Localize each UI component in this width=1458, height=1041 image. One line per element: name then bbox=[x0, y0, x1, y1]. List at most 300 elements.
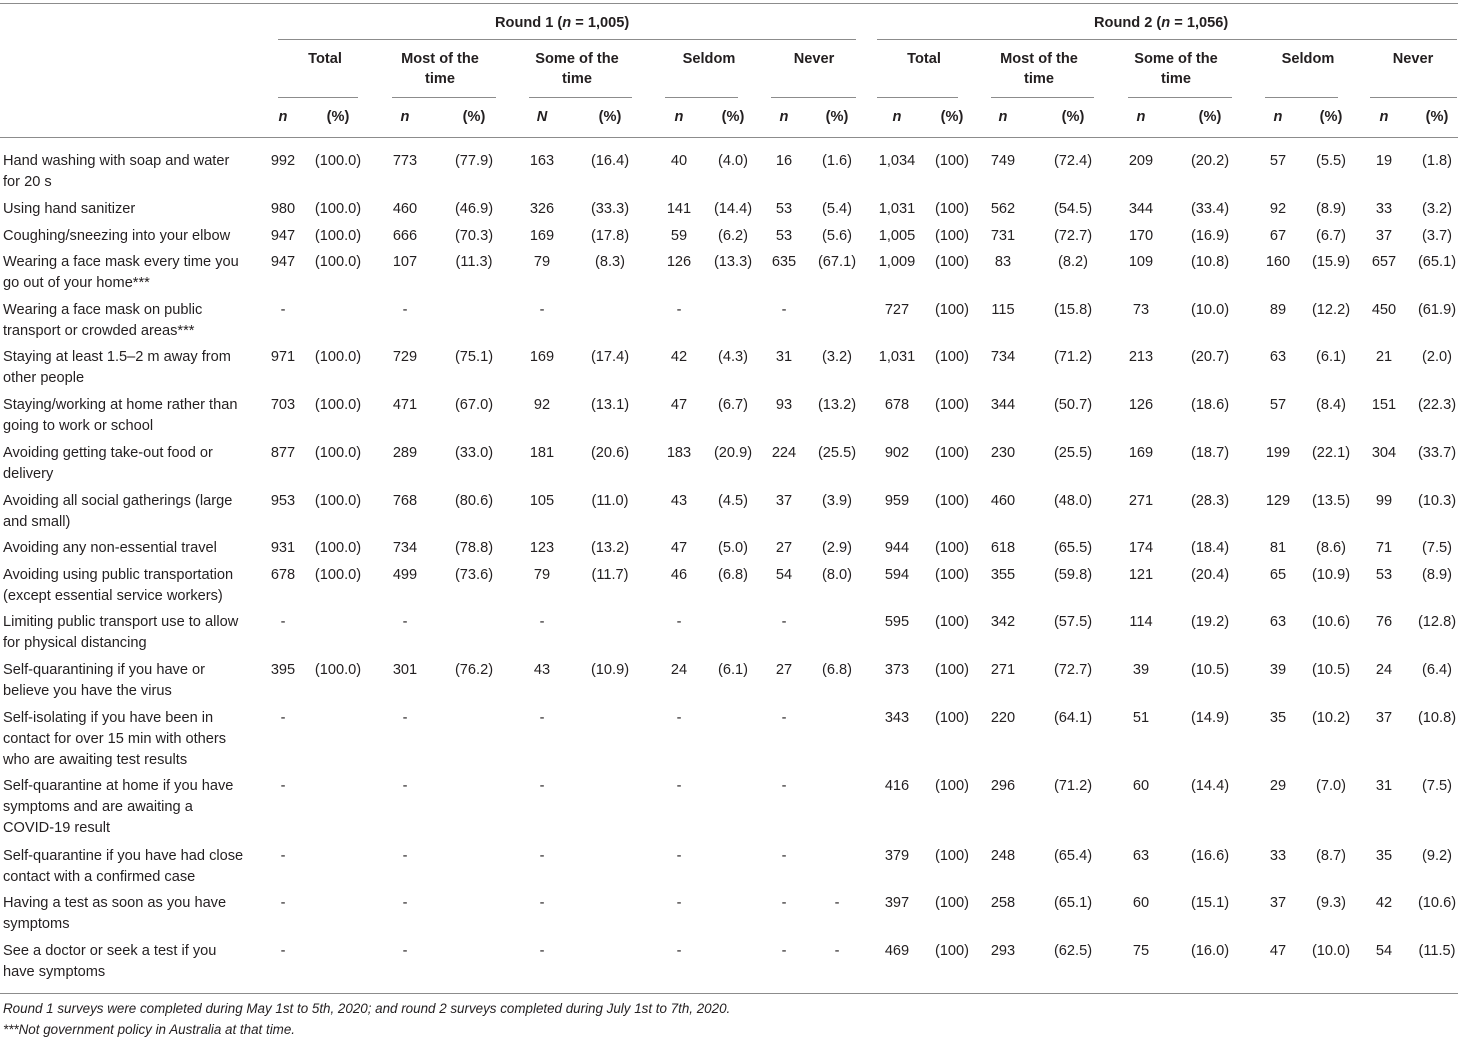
sub-header: n bbox=[278, 109, 288, 125]
table-cell: (6.2) bbox=[717, 228, 749, 244]
table-cell: 65 bbox=[1269, 567, 1287, 583]
table-cell: 79 bbox=[533, 254, 551, 270]
table-cell: (100) bbox=[934, 349, 970, 365]
sub-header: (%) bbox=[1198, 109, 1222, 125]
table-cell: 678 bbox=[270, 567, 296, 583]
table-cell: (8.9) bbox=[1315, 201, 1347, 217]
table-cell: (100.0) bbox=[314, 349, 362, 365]
table-cell: 37 bbox=[775, 493, 793, 509]
table-cell: (10.8) bbox=[1190, 254, 1230, 270]
table-cell: (72.7) bbox=[1053, 662, 1093, 678]
table-cell: - bbox=[781, 943, 787, 959]
group-header: Seldom bbox=[682, 51, 736, 67]
table-cell: (65.1) bbox=[1053, 895, 1093, 911]
table-cell: (67.1) bbox=[817, 254, 857, 270]
table-cell: (59.8) bbox=[1053, 567, 1093, 583]
table-cell: 121 bbox=[1128, 567, 1154, 583]
table-cell: (16.6) bbox=[1190, 848, 1230, 864]
table-cell: 595 bbox=[884, 614, 910, 630]
table-cell: (13.2) bbox=[590, 540, 630, 556]
row-label: contact with a confirmed case bbox=[3, 869, 196, 885]
table-cell: (46.9) bbox=[454, 201, 494, 217]
row-label: Self-quarantine if you have had close bbox=[3, 848, 244, 864]
table-cell: (13.1) bbox=[590, 397, 630, 413]
table-cell: (11.3) bbox=[455, 254, 493, 270]
table-cell: (20.4) bbox=[1190, 567, 1230, 583]
table-cell: 734 bbox=[392, 540, 418, 556]
table-cell: (6.8) bbox=[821, 662, 853, 678]
table-cell: - bbox=[402, 943, 408, 959]
table-cell: 416 bbox=[884, 778, 910, 794]
table-cell: - bbox=[402, 614, 408, 630]
table-cell: 47 bbox=[670, 397, 688, 413]
row-label: COVID-19 result bbox=[3, 820, 111, 836]
table-cell: (33.3) bbox=[590, 201, 630, 217]
table-cell: (28.3) bbox=[1190, 493, 1230, 509]
table-cell: 293 bbox=[990, 943, 1016, 959]
table-cell: (11.0) bbox=[591, 493, 629, 509]
table-cell: - bbox=[676, 614, 682, 630]
table-cell: (15.8) bbox=[1053, 302, 1093, 318]
row-label: going to work or school bbox=[3, 418, 154, 434]
group-header: Never bbox=[793, 51, 835, 67]
row-label: who are awaiting test results bbox=[3, 752, 188, 768]
table-cell: (75.1) bbox=[454, 349, 494, 365]
table-cell: 773 bbox=[392, 153, 418, 169]
table-cell: (10.0) bbox=[1190, 302, 1230, 318]
table-cell: 980 bbox=[270, 201, 296, 217]
table-cell: (4.5) bbox=[717, 493, 749, 509]
table-cell: 123 bbox=[529, 540, 555, 556]
table-cell: 258 bbox=[990, 895, 1016, 911]
sub-header: (%) bbox=[1425, 109, 1449, 125]
sub-header: n bbox=[892, 109, 902, 125]
table-cell: 460 bbox=[990, 493, 1016, 509]
table-cell: (6.4) bbox=[1421, 662, 1453, 678]
group-header: Seldom bbox=[1281, 51, 1335, 67]
table-cell: (17.8) bbox=[590, 228, 630, 244]
table-cell: 248 bbox=[990, 848, 1016, 864]
table-cell: (14.9) bbox=[1190, 710, 1230, 726]
table-cell: 63 bbox=[1269, 349, 1287, 365]
table-cell: (15.1) bbox=[1190, 895, 1230, 911]
table-cell: - bbox=[676, 778, 682, 794]
table-cell: (10.9) bbox=[590, 662, 630, 678]
table-cell: 304 bbox=[1371, 445, 1397, 461]
table-cell: 562 bbox=[990, 201, 1016, 217]
table-cell: (100) bbox=[934, 614, 970, 630]
table-cell: 29 bbox=[1269, 778, 1287, 794]
table-cell: 169 bbox=[529, 228, 555, 244]
table-cell: 33 bbox=[1375, 201, 1393, 217]
table-cell: (14.4) bbox=[1190, 778, 1230, 794]
table-cell: 60 bbox=[1132, 778, 1150, 794]
table-cell: 83 bbox=[994, 254, 1012, 270]
table-cell: 953 bbox=[270, 493, 296, 509]
table-cell: 63 bbox=[1132, 848, 1150, 864]
table-cell: (100) bbox=[934, 567, 970, 583]
table-cell: (4.0) bbox=[717, 153, 749, 169]
table-cell: - bbox=[280, 710, 286, 726]
row-label: for 20 s bbox=[3, 174, 52, 190]
table-cell: 59 bbox=[670, 228, 688, 244]
table-cell: (3.2) bbox=[821, 349, 853, 365]
table-cell: (3.9) bbox=[821, 493, 853, 509]
table-cell: (5.6) bbox=[821, 228, 853, 244]
row-label: Wearing a face mask on public bbox=[3, 302, 203, 318]
table-cell: (16.4) bbox=[590, 153, 630, 169]
table-cell: (100) bbox=[934, 710, 970, 726]
table-cell: 931 bbox=[270, 540, 296, 556]
row-label: Limiting public transport use to allow bbox=[3, 614, 239, 630]
table-cell: (8.7) bbox=[1315, 848, 1347, 864]
table-cell: (7.0) bbox=[1315, 778, 1347, 794]
table-cell: (8.2) bbox=[1057, 254, 1089, 270]
table-cell: 99 bbox=[1375, 493, 1393, 509]
footnote-rounds: Round 1 surveys were completed during May 1st to 5th, 2020; and round 2 surveys completed during July 1st to 7th, 2020. bbox=[3, 1001, 731, 1016]
table-cell: (100) bbox=[934, 302, 970, 318]
table-cell: - bbox=[781, 614, 787, 630]
table-cell: 450 bbox=[1371, 302, 1397, 318]
table-cell: - bbox=[280, 614, 286, 630]
table-cell: 971 bbox=[270, 349, 296, 365]
group-header: Some of the time bbox=[535, 51, 619, 87]
table-cell: 271 bbox=[1128, 493, 1154, 509]
table-cell: (11.7) bbox=[591, 567, 629, 583]
table-cell: (100.0) bbox=[314, 567, 362, 583]
table-cell: (9.3) bbox=[1315, 895, 1347, 911]
table-cell: (4.3) bbox=[717, 349, 749, 365]
table-cell: 209 bbox=[1128, 153, 1154, 169]
table-cell: (3.2) bbox=[1421, 201, 1453, 217]
row-label: Avoiding using public transportation bbox=[3, 567, 234, 583]
table-cell: (100) bbox=[934, 254, 970, 270]
table-cell: 1,031 bbox=[878, 201, 916, 217]
table-cell: (8.6) bbox=[1315, 540, 1347, 556]
group-rule bbox=[278, 97, 358, 98]
table-cell: 73 bbox=[1132, 302, 1150, 318]
table-cell: (100) bbox=[934, 445, 970, 461]
table-cell: (6.1) bbox=[717, 662, 749, 678]
table-cell: 296 bbox=[990, 778, 1016, 794]
table-cell: 46 bbox=[670, 567, 688, 583]
table-cell: 224 bbox=[771, 445, 797, 461]
table-cell: (8.0) bbox=[821, 567, 853, 583]
table-cell: (12.2) bbox=[1311, 302, 1351, 318]
table-cell: (100) bbox=[934, 848, 970, 864]
table-cell: 703 bbox=[270, 397, 296, 413]
table-cell: (67.0) bbox=[454, 397, 494, 413]
table-cell: 42 bbox=[670, 349, 688, 365]
sub-header: N bbox=[536, 109, 548, 125]
table-cell: (48.0) bbox=[1053, 493, 1093, 509]
table-cell: 1,005 bbox=[878, 228, 916, 244]
table-cell: 57 bbox=[1269, 153, 1287, 169]
table-cell: (10.2) bbox=[1311, 710, 1351, 726]
table-cell: 499 bbox=[392, 567, 418, 583]
table-cell: (76.2) bbox=[454, 662, 494, 678]
group-header: Total bbox=[308, 51, 342, 67]
table-cell: 43 bbox=[533, 662, 551, 678]
table-cell: (78.8) bbox=[454, 540, 494, 556]
table-cell: (10.6) bbox=[1417, 895, 1457, 911]
table-cell: 342 bbox=[990, 614, 1016, 630]
group-rule bbox=[1370, 97, 1457, 98]
table-cell: (72.4) bbox=[1053, 153, 1093, 169]
table-cell: 37 bbox=[1269, 895, 1287, 911]
table-cell: 92 bbox=[1269, 201, 1287, 217]
table-cell: (80.6) bbox=[454, 493, 494, 509]
table-cell: - bbox=[539, 302, 545, 318]
table-cell: 877 bbox=[270, 445, 296, 461]
table-cell: 594 bbox=[884, 567, 910, 583]
table-cell: (22.3) bbox=[1417, 397, 1457, 413]
row-label: symptoms bbox=[3, 916, 70, 932]
table-cell: (72.7) bbox=[1053, 228, 1093, 244]
row-label: Avoiding all social gatherings (large bbox=[3, 493, 233, 509]
table-cell: (100) bbox=[934, 493, 970, 509]
table-cell: (73.6) bbox=[454, 567, 494, 583]
group-rule bbox=[1128, 97, 1232, 98]
table-cell: 395 bbox=[270, 662, 296, 678]
sub-header: (%) bbox=[1061, 109, 1085, 125]
table-cell: 47 bbox=[670, 540, 688, 556]
table-cell: (13.2) bbox=[817, 397, 857, 413]
table-cell: - bbox=[781, 848, 787, 864]
group-rule bbox=[665, 97, 738, 98]
table-cell: (33.4) bbox=[1190, 201, 1230, 217]
table-cell: 129 bbox=[1265, 493, 1291, 509]
row-label: and small) bbox=[3, 514, 71, 530]
table-cell: 93 bbox=[775, 397, 793, 413]
table-cell: 81 bbox=[1269, 540, 1287, 556]
table-cell: 53 bbox=[775, 228, 793, 244]
table-cell: (13.3) bbox=[713, 254, 753, 270]
table-cell: - bbox=[676, 710, 682, 726]
table-cell: (6.1) bbox=[1315, 349, 1347, 365]
table-cell: 469 bbox=[884, 943, 910, 959]
table-cell: (22.1) bbox=[1311, 445, 1351, 461]
table-cell: (14.4) bbox=[713, 201, 753, 217]
table-cell: 734 bbox=[990, 349, 1016, 365]
table-cell: (25.5) bbox=[1053, 445, 1093, 461]
sub-header: (%) bbox=[1319, 109, 1343, 125]
row-label: Self-isolating if you have been in bbox=[3, 710, 214, 726]
table-cell: 63 bbox=[1269, 614, 1287, 630]
table-cell: 60 bbox=[1132, 895, 1150, 911]
table-cell: - bbox=[834, 895, 840, 911]
group-header: Never bbox=[1392, 51, 1434, 67]
table-cell: (100) bbox=[934, 540, 970, 556]
table-cell: 42 bbox=[1375, 895, 1393, 911]
table-cell: 460 bbox=[392, 201, 418, 217]
table-cell: 230 bbox=[990, 445, 1016, 461]
row-label: symptoms and are awaiting a bbox=[3, 799, 193, 815]
table-cell: - bbox=[781, 302, 787, 318]
group-rule bbox=[392, 97, 496, 98]
table-cell: (100) bbox=[934, 662, 970, 678]
row-label: Self-quarantine at home if you have bbox=[3, 778, 234, 794]
table-cell: (33.0) bbox=[454, 445, 494, 461]
table-cell: (33.7) bbox=[1417, 445, 1457, 461]
table-cell: (100) bbox=[934, 943, 970, 959]
table-cell: - bbox=[781, 895, 787, 911]
row-label: Avoiding any non-essential travel bbox=[3, 540, 217, 556]
table-cell: 27 bbox=[775, 540, 793, 556]
group-header: Total bbox=[907, 51, 941, 67]
table-cell: (50.7) bbox=[1053, 397, 1093, 413]
table-cell: 170 bbox=[1128, 228, 1154, 244]
table-cell: 992 bbox=[270, 153, 296, 169]
round1-rule bbox=[278, 39, 856, 40]
row-label: See a doctor or seek a test if you bbox=[3, 943, 217, 959]
table-cell: (16.9) bbox=[1190, 228, 1230, 244]
table-cell: 326 bbox=[529, 201, 555, 217]
header-bottom-rule bbox=[0, 137, 1458, 138]
table-cell: 53 bbox=[1375, 567, 1393, 583]
table-cell: 54 bbox=[1375, 943, 1393, 959]
group-header: Most of the time bbox=[1000, 51, 1078, 87]
table-cell: 126 bbox=[1128, 397, 1154, 413]
round2-rule bbox=[877, 39, 1457, 40]
table-cell: (3.7) bbox=[1421, 228, 1453, 244]
table-cell: (1.8) bbox=[1421, 153, 1453, 169]
row-label: go out of your home*** bbox=[3, 275, 150, 291]
round1-header: Round 1 (n = 1,005) bbox=[495, 15, 630, 31]
table-cell: 57 bbox=[1269, 397, 1287, 413]
table-cell: 31 bbox=[1375, 778, 1393, 794]
table-cell: (61.9) bbox=[1417, 302, 1457, 318]
table-cell: 271 bbox=[990, 662, 1016, 678]
row-label: transport or crowded areas*** bbox=[3, 323, 195, 339]
table-cell: (54.5) bbox=[1053, 201, 1093, 217]
sub-header: (%) bbox=[721, 109, 745, 125]
table-cell: (25.5) bbox=[817, 445, 857, 461]
table-cell: 35 bbox=[1269, 710, 1287, 726]
sub-header: (%) bbox=[940, 109, 964, 125]
row-label: Self-quarantining if you have or bbox=[3, 662, 206, 678]
table-cell: 169 bbox=[529, 349, 555, 365]
table-cell: (65.4) bbox=[1053, 848, 1093, 864]
table-cell: 19 bbox=[1375, 153, 1393, 169]
table-cell: (100.0) bbox=[314, 153, 362, 169]
table-cell: 731 bbox=[990, 228, 1016, 244]
row-label: delivery bbox=[3, 466, 54, 482]
table-cell: (100.0) bbox=[314, 397, 362, 413]
row-label: Hand washing with soap and water bbox=[3, 153, 230, 169]
sub-header: n bbox=[400, 109, 410, 125]
table-cell: (7.5) bbox=[1421, 778, 1453, 794]
table-cell: (10.6) bbox=[1311, 614, 1351, 630]
table-cell: (77.9) bbox=[454, 153, 494, 169]
row-label: Using hand sanitizer bbox=[3, 201, 136, 217]
table-cell: 105 bbox=[529, 493, 555, 509]
table-cell: (5.4) bbox=[821, 201, 853, 217]
table-cell: 43 bbox=[670, 493, 688, 509]
table-cell: 220 bbox=[990, 710, 1016, 726]
table-cell: (20.2) bbox=[1190, 153, 1230, 169]
table-cell: - bbox=[676, 302, 682, 318]
table-cell: - bbox=[280, 895, 286, 911]
table-cell: (12.8) bbox=[1417, 614, 1457, 630]
table-cell: (6.8) bbox=[717, 567, 749, 583]
table-cell: (18.4) bbox=[1190, 540, 1230, 556]
table-cell: 1,031 bbox=[878, 349, 916, 365]
table-cell: 355 bbox=[990, 567, 1016, 583]
table-cell: - bbox=[834, 943, 840, 959]
table-cell: 344 bbox=[990, 397, 1016, 413]
row-label: have symptoms bbox=[3, 964, 106, 980]
table-cell: (13.5) bbox=[1311, 493, 1351, 509]
table-cell: - bbox=[402, 778, 408, 794]
table-cell: (8.9) bbox=[1421, 567, 1453, 583]
table-cell: 397 bbox=[884, 895, 910, 911]
table-cell: 160 bbox=[1265, 254, 1291, 270]
table-cell: 75 bbox=[1132, 943, 1150, 959]
table-cell: (100) bbox=[934, 228, 970, 244]
sub-header: (%) bbox=[825, 109, 849, 125]
table-cell: 76 bbox=[1375, 614, 1393, 630]
table-cell: 959 bbox=[884, 493, 910, 509]
table-cell: (10.9) bbox=[1311, 567, 1351, 583]
table-cell: 902 bbox=[884, 445, 910, 461]
table-cell: (100.0) bbox=[314, 662, 362, 678]
table-cell: 183 bbox=[666, 445, 692, 461]
table-cell: (5.5) bbox=[1315, 153, 1347, 169]
table-cell: 31 bbox=[775, 349, 793, 365]
table-cell: (10.5) bbox=[1190, 662, 1230, 678]
table-cell: (71.2) bbox=[1053, 349, 1093, 365]
row-label: believe you have the virus bbox=[3, 683, 172, 699]
sub-header: n bbox=[998, 109, 1008, 125]
table-cell: (65.1) bbox=[1417, 254, 1457, 270]
table-cell: (15.9) bbox=[1311, 254, 1351, 270]
row-label: Staying at least 1.5–2 m away from bbox=[3, 349, 231, 365]
table-cell: 71 bbox=[1375, 540, 1393, 556]
table-cell: (100) bbox=[934, 201, 970, 217]
table-cell: 344 bbox=[1128, 201, 1154, 217]
table-cell: - bbox=[781, 710, 787, 726]
table-cell: (20.7) bbox=[1190, 349, 1230, 365]
table-cell: (7.5) bbox=[1421, 540, 1453, 556]
sub-header: (%) bbox=[326, 109, 350, 125]
table-cell: 47 bbox=[1269, 943, 1287, 959]
table-cell: (65.5) bbox=[1053, 540, 1093, 556]
table-cell: (18.6) bbox=[1190, 397, 1230, 413]
table-cell: - bbox=[676, 895, 682, 911]
table-cell: (100.0) bbox=[314, 228, 362, 244]
table-cell: (6.7) bbox=[717, 397, 749, 413]
table-cell: 169 bbox=[1128, 445, 1154, 461]
table-cell: 89 bbox=[1269, 302, 1287, 318]
table-cell: 67 bbox=[1269, 228, 1287, 244]
table-cell: - bbox=[539, 710, 545, 726]
table-cell: (1.6) bbox=[821, 153, 853, 169]
table-cell: - bbox=[402, 848, 408, 864]
table-cell: 174 bbox=[1128, 540, 1154, 556]
table-cell: (62.5) bbox=[1053, 943, 1093, 959]
table-cell: 40 bbox=[670, 153, 688, 169]
table-cell: (57.5) bbox=[1053, 614, 1093, 630]
table-cell: - bbox=[280, 302, 286, 318]
table-cell: - bbox=[781, 778, 787, 794]
table-cell: - bbox=[539, 895, 545, 911]
table-cell: 199 bbox=[1265, 445, 1291, 461]
table-cell: 657 bbox=[1371, 254, 1397, 270]
group-rule bbox=[529, 97, 632, 98]
table-cell: (20.9) bbox=[713, 445, 753, 461]
table-cell: 343 bbox=[884, 710, 910, 726]
